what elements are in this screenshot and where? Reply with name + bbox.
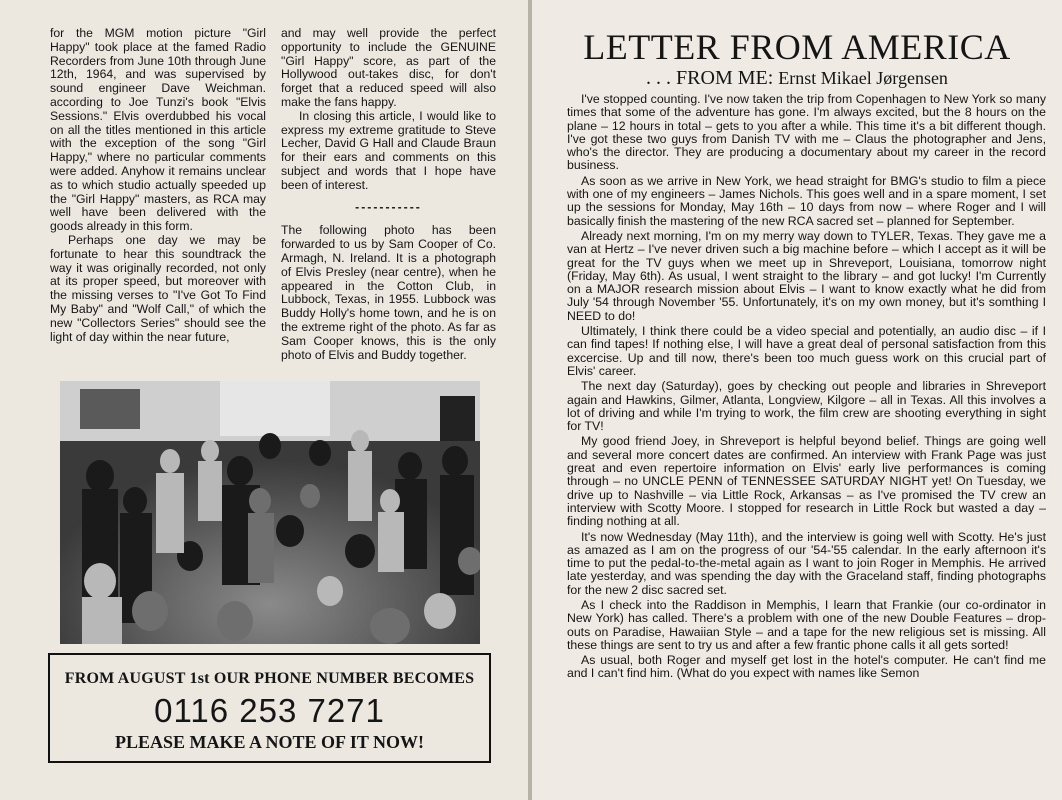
article-byline (532, 67, 1062, 90)
letter-paragraph: As soon as we arrive in New York, we head straight for BMG's studio to film a piece with one of my engineers – James Nichols. This goes well and in a spare moment, I set up the sessions for Monday, May 16th – 10 days from now – where Roger and I will basically finish the mastering of the new RCA sacred set – planned for September. (567, 173, 1046, 228)
byline-author: Ernst Mikael Jørgensen (778, 68, 948, 88)
article-title: LETTER FROM AMERICA (583, 27, 1011, 67)
left-page (0, 0, 528, 800)
letter-paragraph: I've stopped counting. I've now taken the trip from Copenhagen to New York so many times that some of the adventure has gone. I'm always excited, but the 8 hours on the plane – 12 hours in total – gets to you after a while. This time it's a bit different though. I've got these two guys from Danish TV with me – Claus the photographer and Jens, who's the director. They are producing a documentary about my career in the record business. (567, 92, 1046, 173)
letter-paragraph: The next day (Saturday), goes by checking out people and libraries in Shreveport again and Hawkins, Gilmer, Atlanta, Longview, Kilgore – all in Texas. All this involves a lot of driving and while I'm trying to work, the film crew are shooting everything in sight for TV! (567, 379, 1046, 434)
letter-paragraph: My good friend Joey, in Shreveport is helpful beyond belief. Things are going well and several more concert dates are confirmed. An interview with Frank Page was just great and even repertoire information on Elvis' early live performances is coming through – no UNCLE PENN of TENNESSEE SATURDAY NIGHT yet! On Tuesday, we drive up to Nashville – via Little Rock, Arkansas – as I've promised the TV crew an interview with Scotty Moore. I stopped for research in Little Rock but wasted a day – finding nothing at all. (567, 434, 1046, 529)
letter-paragraph: As usual, both Roger and myself get lost in the hotel's computer. He can't find me and I can't find him. (What do you expect with names like Semon (567, 653, 1046, 681)
crowd-photo-image (60, 381, 480, 644)
letter-paragraph: Already next morning, I'm on my merry way down to TYLER, Texas. They gave me a van at Hertz – I've never driven such a big machine before – which I accept as it will be great for the TV guys when we meet up in Shreveport, Louisiana, tomorrow night (Friday, May 6th). As usual, I went straight to the library – and got lucky! I'm Currently on a MAJOR research mission about Elvis – I want to know exactly what he did from July '54 through November '55. Unfortunately, it's on my own money, but it's somthing I NEED to do! (567, 228, 1046, 323)
photo-caption-paragraph: The following photo has been forwarded to us by Sam Cooper of Co. Armagh, N. Ireland. It is a photograph of Elvis Presley (near centre), when he appeared in the Cotton Club, in Lubbock, Texas, in 1955. Lubbock was Buddy Holly's home town, and he is on the extreme right of the photo. As far as Sam Cooper knows, this is the only photo of Elvis and Buddy together. (281, 223, 496, 362)
article-paragraph: and may well provide the perfect opportunity to include the GENUINE "Girl Happy" score, as part of the Hollywood out-takes disc, for don't forget that a reduced speed will also make the fans happy. (281, 26, 496, 109)
article-paragraph: In closing this article, I would like to express my extreme gratitude to Steve Lecher, David G Hall and Claude Braun for their ears and comments on this subject and words that I hope have been of interest. (281, 108, 496, 192)
cotton-club-photo (60, 381, 480, 644)
notice-heading: FROM AUGUST 1st OUR PHONE NUMBER BECOMES (64, 670, 475, 687)
left-column-2 (281, 27, 496, 362)
article-paragraph: for the MGM motion picture "Girl Happy" took place at the famed Radio Recorders from June 10th through June 12th, 1964, and was supervised by sound engineer Dave Weichman. according to Joe Tunzi's book "Elvis Sessions." Elvis overdubbed his vocal on all the titles mentioned in this article with the exception of the song "Girl Happy," where no particular comments were added. Anyhow it remains unclear as to which studio actually speeded up the "Girl Happy" masters, as RCA may well have been delivered with the goods already in this form. (50, 26, 266, 234)
left-column-1 (50, 27, 266, 344)
article-paragraph: Perhaps one day we may be fortunate to hear this soundtrack the way it was originally recorded, not only at its proper speed, but moreover with the missing verses to "I've Got To Find My Baby" and "Wolf Call," of which the new "Collectors Series" should see the light of day within the near future, (50, 232, 266, 344)
phone-number-notice (48, 653, 491, 763)
letter-paragraph: Ultimately, I think there could be a video special and potentially, an audio disc – if I can find tapes! If nothing else, I will have a great deal of personal satisfaction from this excercise. Up and till now, there's been too much guess work on this crucial part of Elvis' career. (567, 324, 1046, 378)
letter-paragraph: As I check into the Raddison in Memphis, I learn that Frankie (our co-ordinator in New York) has called. There's a problem with one of the new Double Features – drop-outs on Paradise, Hawaiian Style – and a tape for the new religious set is missing. All these things are sent to try us and after a few frantic phone calls it all gets sorted! (567, 597, 1046, 652)
letter-body (567, 93, 1046, 683)
right-page (532, 0, 1062, 800)
notice-footer: PLEASE MAKE A NOTE OF IT NOW! (114, 732, 425, 752)
byline-prefix: . . . FROM ME: (646, 67, 774, 89)
section-divider: ----------- (355, 199, 422, 214)
notice-phone-number: 0116 253 7271 (154, 692, 385, 729)
letter-paragraph: It's now Wednesday (May 11th), and the interview is going well with Scotty. He's just as amazed as I am on the progress of our '54-'55 calendar. In the early afternoon it's time to put the pedal-to-the-metal again as I want to join Roger in Memphis. He arrived late yesterday, and was spending the day with the Graceland staff, finding photographs for the new 2 disc sacred set. (567, 529, 1046, 597)
